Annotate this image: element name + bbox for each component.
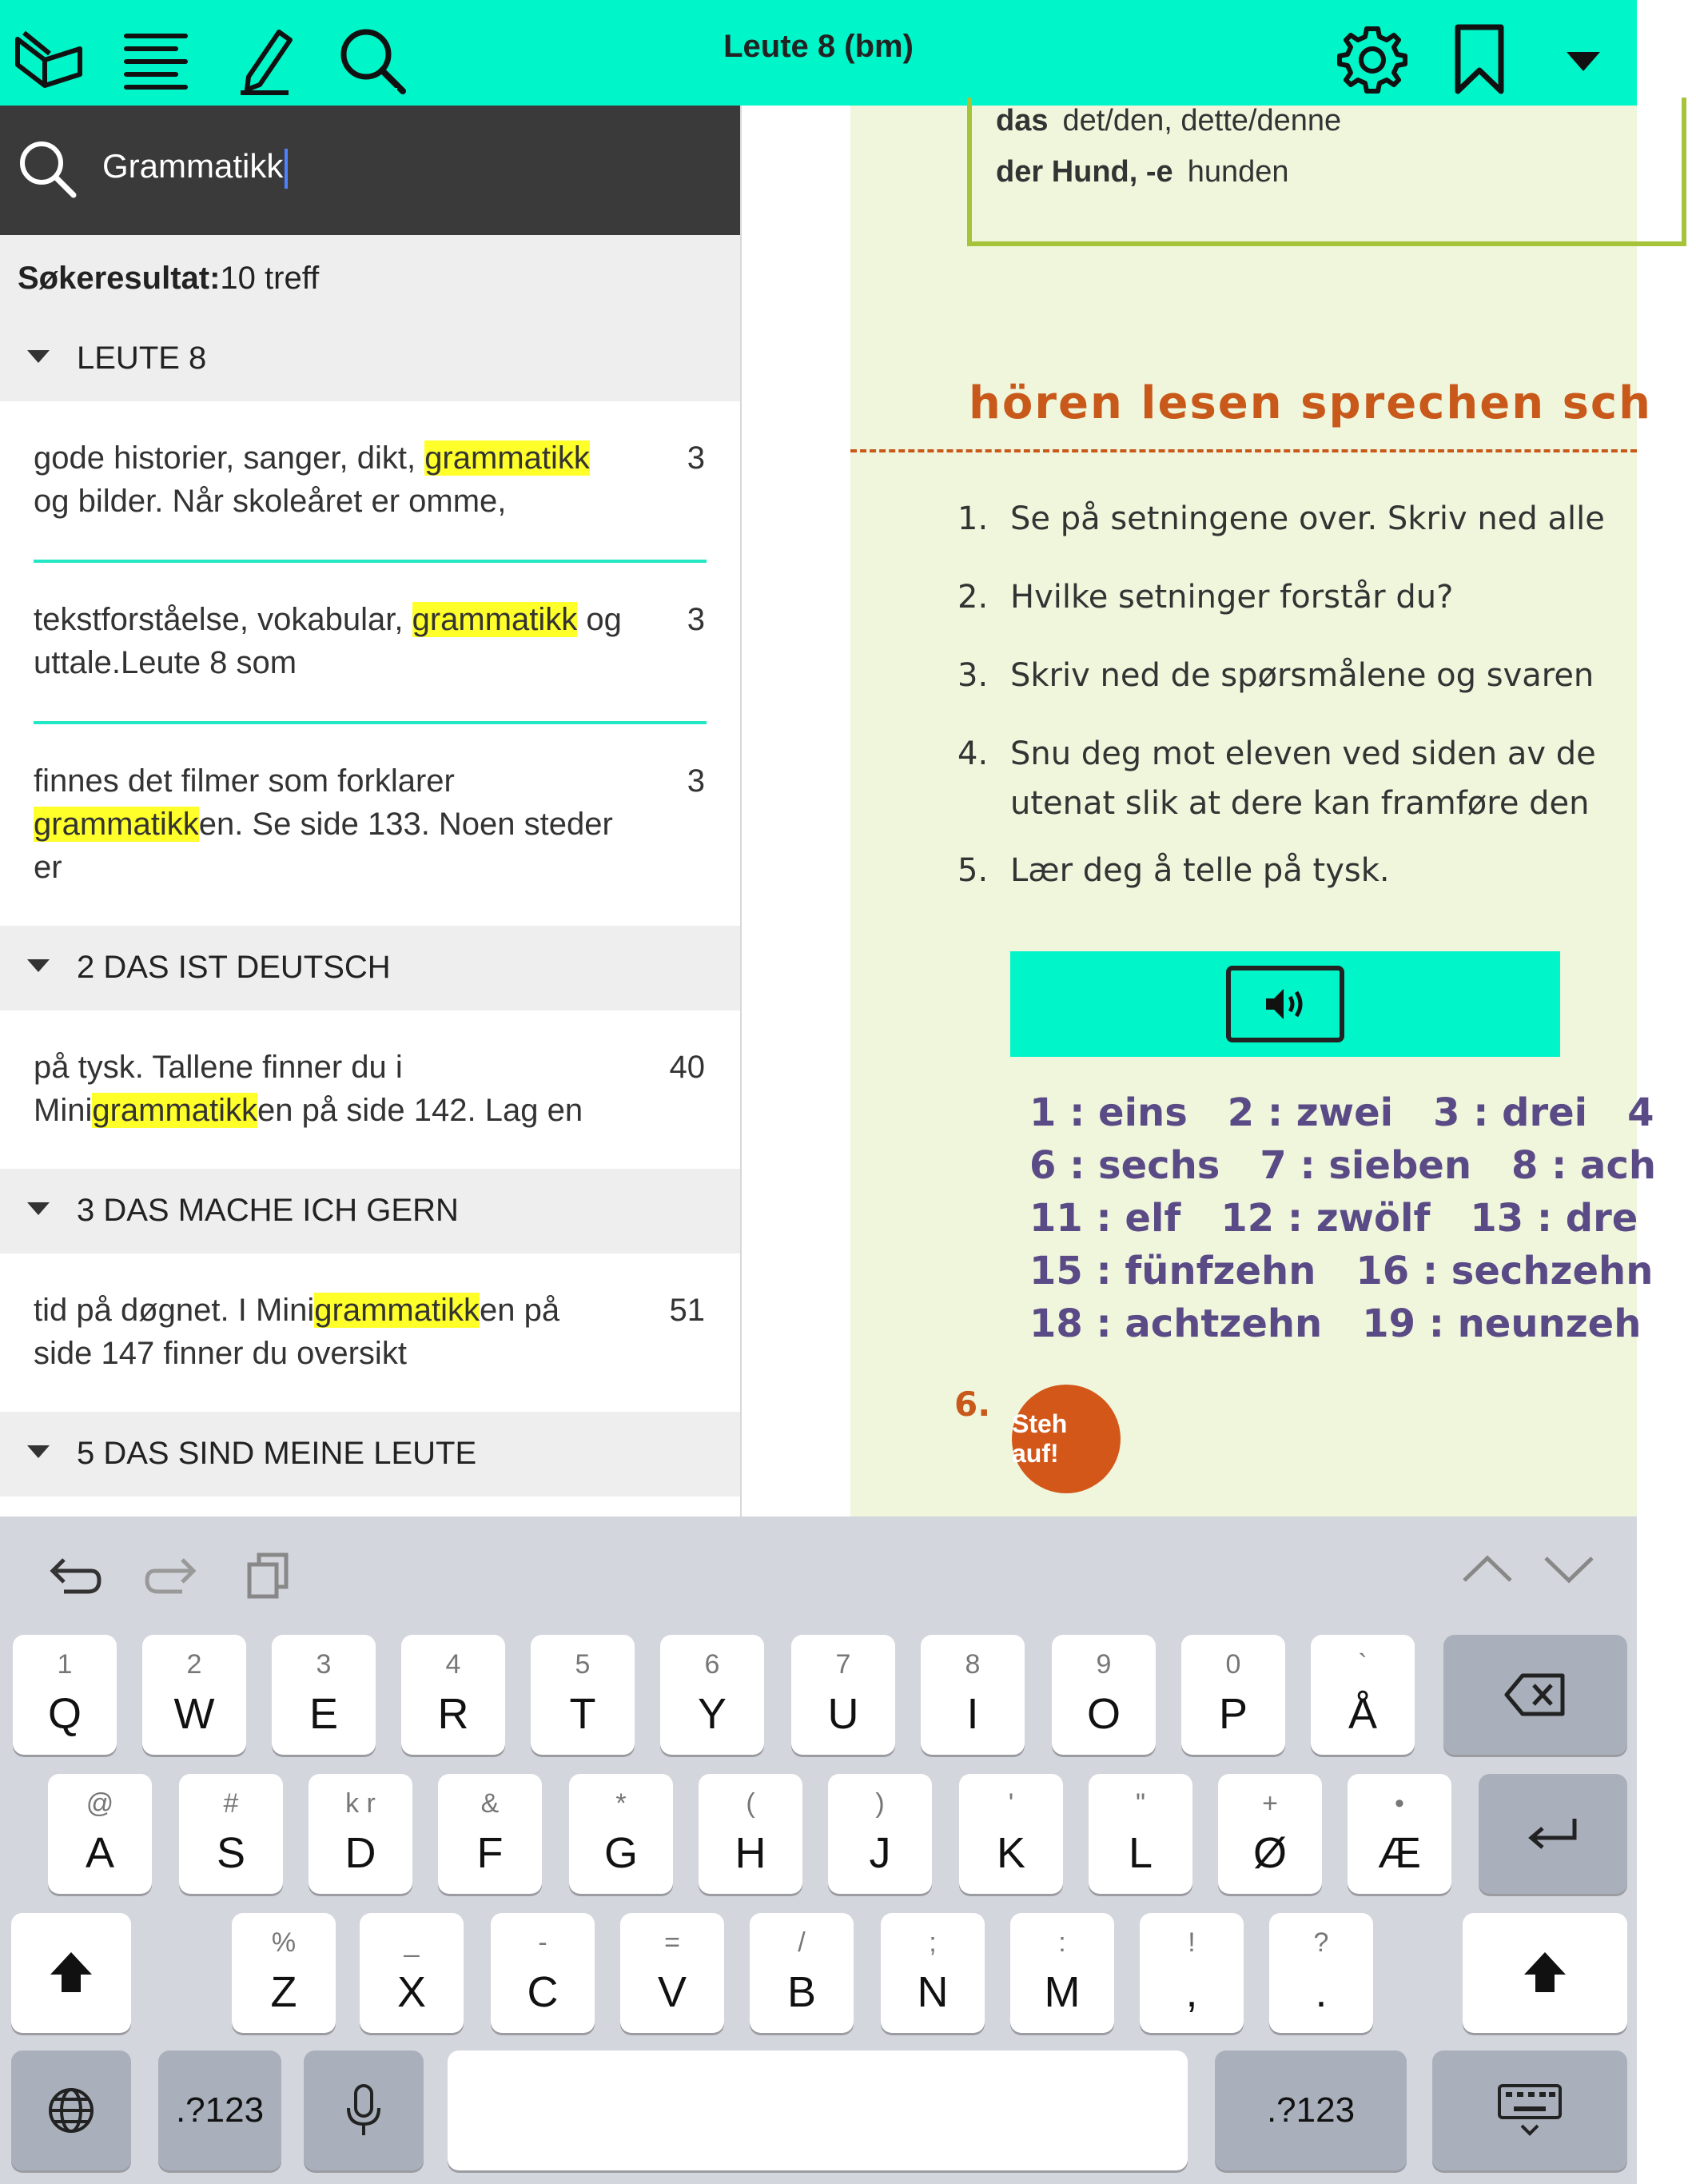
key-secondary-label: 4: [445, 1649, 461, 1680]
key-Y[interactable]: [660, 1635, 764, 1755]
result-snippet: [34, 598, 625, 684]
key-primary-label: T: [569, 1690, 596, 1738]
key-secondary-label: ): [875, 1788, 885, 1819]
key-primary-label: K: [996, 1829, 1026, 1877]
key-primary-label: A: [85, 1829, 115, 1877]
key-O[interactable]: [1052, 1635, 1156, 1755]
key-S[interactable]: [179, 1774, 283, 1894]
snippet-before: tekstforståelse, vokabular,: [34, 602, 412, 637]
backspace-key[interactable]: [1443, 1635, 1627, 1755]
dropdown-arrow-icon[interactable]: [1547, 24, 1619, 96]
key-secondary-label: !: [1188, 1927, 1196, 1958]
task-number: 1.: [957, 500, 989, 537]
hide-keyboard-key[interactable]: [1432, 2050, 1627, 2170]
speaker-icon: [1226, 966, 1344, 1042]
key-primary-label: R: [437, 1690, 469, 1738]
redo-icon[interactable]: [144, 1548, 200, 1608]
key-primary-label: Q: [47, 1690, 82, 1738]
key-primary-label: G: [603, 1829, 638, 1877]
key-A[interactable]: [48, 1774, 152, 1894]
result-page-number: 3: [687, 440, 705, 476]
key-,[interactable]: [1140, 1913, 1244, 2033]
key-secondary-label: 9: [1096, 1649, 1112, 1680]
undo-icon[interactable]: [46, 1548, 102, 1608]
vocab-meaning: hunden: [1187, 155, 1289, 189]
enter-icon: [1479, 1774, 1627, 1894]
snippet-match: grammatikk: [412, 602, 578, 637]
search-result-item[interactable]: [0, 563, 740, 721]
collapse-triangle-icon[interactable]: [27, 350, 50, 363]
space-key[interactable]: [448, 2050, 1188, 2170]
chevron-down-icon[interactable]: [1541, 1548, 1597, 1592]
key-primary-label: O: [1086, 1690, 1121, 1738]
task-text: Snu deg mot eleven ved siden av de: [1010, 735, 1596, 772]
top-toolbar: [0, 0, 1637, 106]
book-reader[interactable]: [743, 104, 1657, 1516]
counting-row: [1029, 1090, 1694, 1135]
key-Æ[interactable]: [1348, 1774, 1451, 1894]
section-title: 2 DAS IST DEUTSCH: [77, 950, 391, 985]
key-E[interactable]: [272, 1635, 376, 1755]
task-number: 4.: [957, 735, 989, 772]
globe-icon: [11, 2050, 131, 2170]
counting-row: [1029, 1196, 1678, 1241]
task-text: utenat slik at dere kan framføre den: [1010, 785, 1590, 822]
key-primary-label: Å: [1348, 1690, 1378, 1738]
result-total: 10 treff: [220, 261, 320, 296]
key-Å[interactable]: [1311, 1635, 1415, 1755]
snippet-match: grammatikk: [34, 807, 199, 842]
backspace-icon: [1443, 1635, 1627, 1755]
microphone-key[interactable]: [304, 2050, 424, 2170]
vocab-meaning: det/den, dette/denne: [1062, 104, 1342, 137]
key-primary-label: W: [173, 1690, 215, 1738]
search-results: [0, 317, 740, 1497]
key-secondary-label: &: [480, 1788, 500, 1819]
number-word: 12 : zwölf: [1220, 1196, 1431, 1241]
search-result-item[interactable]: [0, 1253, 740, 1412]
number-word: 2 : zwei: [1227, 1090, 1394, 1135]
vocab-entry: [996, 104, 1341, 138]
shift-key-left[interactable]: [11, 1913, 131, 2033]
key-Z[interactable]: [232, 1913, 336, 2033]
snippet-after: og bilder. Når skoleåret er omme,: [34, 484, 507, 519]
key-secondary-label: `: [1358, 1649, 1368, 1680]
result-label: Søkeresultat:: [18, 261, 221, 296]
key-secondary-label: 6: [704, 1649, 720, 1680]
key-R[interactable]: [401, 1635, 505, 1755]
key-L[interactable]: [1089, 1774, 1192, 1894]
section-title: LEUTE 8: [77, 341, 207, 376]
key-M[interactable]: [1010, 1913, 1114, 2033]
number-word: 4: [1627, 1090, 1654, 1135]
task-item: [957, 572, 1453, 622]
result-section-header[interactable]: [0, 926, 740, 1010]
key-primary-label: Æ: [1378, 1829, 1421, 1877]
snippet-after: en på side 142. Lag en: [257, 1093, 583, 1128]
task-item: [957, 846, 1390, 895]
result-snippet: [34, 1289, 625, 1375]
key-F[interactable]: [438, 1774, 542, 1894]
result-section-header[interactable]: [0, 317, 740, 401]
key-D[interactable]: [309, 1774, 412, 1894]
vocab-entry: [996, 155, 1289, 189]
key-secondary-label: 3: [316, 1649, 332, 1680]
chevron-up-icon[interactable]: [1459, 1548, 1515, 1592]
result-section-header[interactable]: [0, 1412, 740, 1497]
key-secondary-label: ": [1135, 1788, 1146, 1819]
key-primary-label: F: [476, 1829, 504, 1877]
keyboard-hide-icon: [1432, 2050, 1627, 2170]
number-word: 16 : sechzehn: [1356, 1249, 1654, 1293]
key-primary-label: ,: [1185, 1968, 1198, 2016]
key-primary-label: M: [1044, 1968, 1081, 2016]
language-key[interactable]: [11, 2050, 131, 2170]
number-word: 19 : neunzeh: [1362, 1301, 1642, 1346]
key-primary-label: Y: [697, 1690, 727, 1738]
task-text: Lær deg å telle på tysk.: [1010, 852, 1390, 889]
key-X[interactable]: [360, 1913, 464, 2033]
vocab-word: der Hund, -e: [996, 155, 1173, 189]
section-title: 3 DAS MACHE ICH GERN: [77, 1193, 459, 1228]
task-number: 2.: [957, 579, 989, 616]
key-secondary-label: %: [271, 1927, 297, 1958]
collapse-triangle-icon[interactable]: [27, 1445, 50, 1458]
key-secondary-label: _: [404, 1927, 420, 1958]
key-U[interactable]: [791, 1635, 895, 1755]
search-panel: [0, 106, 742, 1516]
key-H[interactable]: [699, 1774, 802, 1894]
counting-row: [1029, 1143, 1696, 1188]
key-secondary-label: :: [1058, 1927, 1066, 1958]
key-primary-label: S: [216, 1829, 246, 1877]
task-item: [957, 494, 1605, 544]
key-T[interactable]: [531, 1635, 635, 1755]
search-result-item[interactable]: [0, 401, 740, 560]
search-bar[interactable]: [0, 106, 740, 235]
key-secondary-label: ?: [1313, 1927, 1329, 1958]
steh-auf-badge[interactable]: Steh auf!: [1012, 1385, 1121, 1493]
number-word: 3 : drei: [1433, 1090, 1588, 1135]
search-result-item[interactable]: [0, 724, 740, 926]
key-secondary-label: ': [1008, 1788, 1014, 1819]
task-text: Hvilke setninger forstår du?: [1010, 579, 1454, 616]
number-word: 13 : dre: [1470, 1196, 1638, 1241]
search-result-item[interactable]: [0, 1010, 740, 1169]
key-.[interactable]: [1269, 1913, 1373, 2033]
key-primary-label: E: [309, 1690, 339, 1738]
key-secondary-label: k r: [345, 1788, 376, 1819]
result-page-number: 51: [669, 1293, 705, 1328]
task-number: 5.: [957, 852, 989, 889]
result-snippet: [34, 759, 625, 889]
number-word: 11 : elf: [1029, 1196, 1181, 1241]
key-primary-label: V: [657, 1968, 687, 2016]
snippet-after: en. Se side 133. Noen steder er: [34, 807, 613, 885]
key-primary-label: D: [344, 1829, 376, 1877]
result-count: [0, 235, 740, 317]
key-secondary-label: +: [1262, 1788, 1278, 1819]
key-Q[interactable]: [13, 1635, 117, 1755]
key-secondary-label: 5: [575, 1649, 591, 1680]
result-section-header[interactable]: [0, 1169, 740, 1253]
result-page-number: 3: [687, 763, 705, 799]
app-title: Leute 8 (bm): [723, 29, 914, 64]
key-C[interactable]: [491, 1913, 595, 2033]
result-snippet: [34, 1046, 625, 1132]
key-secondary-label: •: [1395, 1788, 1404, 1819]
section-title: 5 DAS SIND MEINE LEUTE: [77, 1436, 477, 1471]
number-word: 6 : sechs: [1029, 1143, 1220, 1188]
audio-play-button[interactable]: [1010, 951, 1560, 1057]
key-primary-label: X: [396, 1968, 427, 2016]
dashed-divider: [850, 449, 1637, 452]
result-snippet: [34, 436, 625, 523]
exercise-6-number: 6.: [954, 1385, 991, 1424]
key-J[interactable]: [828, 1774, 932, 1894]
result-page-number: 3: [687, 602, 705, 637]
counting-row: [1029, 1301, 1681, 1346]
microphone-icon: [304, 2050, 424, 2170]
key-secondary-label: 8: [965, 1649, 981, 1680]
task-text: Skriv ned de spørsmålene og svaren: [1010, 657, 1594, 694]
key-primary-label: N: [917, 1968, 949, 2016]
search-input[interactable]: [102, 147, 288, 189]
number-word: 1 : eins: [1029, 1090, 1188, 1135]
book-page: [850, 104, 1657, 1516]
key-secondary-label: 7: [835, 1649, 851, 1680]
vocab-word: das: [996, 104, 1049, 137]
shift-icon: [11, 1913, 131, 2033]
key-secondary-label: 0: [1225, 1649, 1241, 1680]
key-secondary-label: @: [86, 1788, 114, 1819]
collapse-triangle-icon[interactable]: [27, 959, 50, 972]
number-word: 18 : achtzehn: [1029, 1301, 1323, 1346]
key-primary-label: P: [1218, 1690, 1248, 1738]
snippet-match: grammatikk: [314, 1293, 480, 1328]
gear-icon[interactable]: [1336, 24, 1408, 96]
counting-row: [1029, 1249, 1693, 1293]
snippet-after: en på side 147 finner du oversikt: [34, 1293, 560, 1371]
key-K[interactable]: [959, 1774, 1063, 1894]
symbols-label: .?123: [1266, 2090, 1356, 2130]
key-N[interactable]: [881, 1913, 985, 2033]
bookmark-icon[interactable]: [1443, 24, 1515, 96]
collapse-triangle-icon[interactable]: [27, 1202, 50, 1215]
task-text: Se på setningene over. Skriv ned alle: [1010, 500, 1605, 537]
key-secondary-label: -: [538, 1927, 547, 1958]
enter-key[interactable]: [1479, 1774, 1627, 1894]
key-Ø[interactable]: [1218, 1774, 1322, 1894]
key-secondary-label: /: [798, 1927, 806, 1958]
number-word: 8 : ach: [1511, 1143, 1657, 1188]
symbols-key-right[interactable]: [1215, 2050, 1407, 2170]
key-secondary-label: (: [746, 1788, 755, 1819]
symbols-label: .?123: [175, 2090, 265, 2130]
search-field-icon: [14, 136, 78, 203]
key-B[interactable]: [750, 1913, 854, 2033]
snippet-before: finnes det filmer som forklarer: [34, 763, 455, 799]
key-primary-label: J: [869, 1829, 891, 1877]
key-secondary-label: =: [664, 1927, 680, 1958]
key-primary-label: H: [735, 1829, 766, 1877]
key-secondary-label: *: [615, 1788, 627, 1819]
on-screen-keyboard: [0, 1516, 1637, 2184]
exercise-title: hören lesen sprechen sch: [969, 377, 1652, 429]
number-word: 7 : sieben: [1260, 1143, 1472, 1188]
snippet-match: grammatikk: [424, 440, 590, 476]
snippet-before: gode historier, sanger, dikt,: [34, 440, 425, 476]
key-W[interactable]: [142, 1635, 246, 1755]
key-secondary-label: 1: [57, 1649, 73, 1680]
key-secondary-label: #: [223, 1788, 239, 1819]
task-number: 3.: [957, 657, 989, 694]
key-primary-label: .: [1315, 1968, 1328, 2016]
symbols-key-left[interactable]: [158, 2050, 281, 2170]
key-I[interactable]: [921, 1635, 1025, 1755]
key-primary-label: U: [827, 1690, 859, 1738]
key-secondary-label: 2: [186, 1649, 202, 1680]
key-primary-label: Ø: [1252, 1829, 1287, 1877]
snippet-after: og uttale.Leute 8 som: [34, 602, 622, 680]
snippet-match: grammatikk: [92, 1093, 258, 1128]
shift-icon: [1463, 1913, 1627, 2033]
key-P[interactable]: [1181, 1635, 1285, 1755]
clipboard-icon[interactable]: [245, 1548, 293, 1608]
result-page-number: 40: [669, 1050, 705, 1085]
snippet-before: tid på døgnet. I Mini: [34, 1293, 315, 1328]
key-primary-label: L: [1128, 1829, 1153, 1877]
key-primary-label: I: [966, 1690, 979, 1738]
key-V[interactable]: [620, 1913, 724, 2033]
vocabulary-box: [967, 98, 1686, 246]
snippet-before: på tysk. Tallene finner du i Mini: [34, 1050, 403, 1128]
task-item: [957, 729, 1596, 828]
text-cursor: [285, 149, 288, 189]
task-item: [957, 651, 1594, 700]
number-word: 15 : fünfzehn: [1029, 1249, 1316, 1293]
key-primary-label: C: [527, 1968, 559, 2016]
key-secondary-label: ;: [929, 1927, 937, 1958]
search-query: Grammatikk: [102, 147, 284, 185]
key-G[interactable]: [569, 1774, 673, 1894]
key-primary-label: Z: [270, 1968, 297, 2016]
key-primary-label: B: [786, 1968, 817, 2016]
shift-key-right[interactable]: [1463, 1913, 1627, 2033]
